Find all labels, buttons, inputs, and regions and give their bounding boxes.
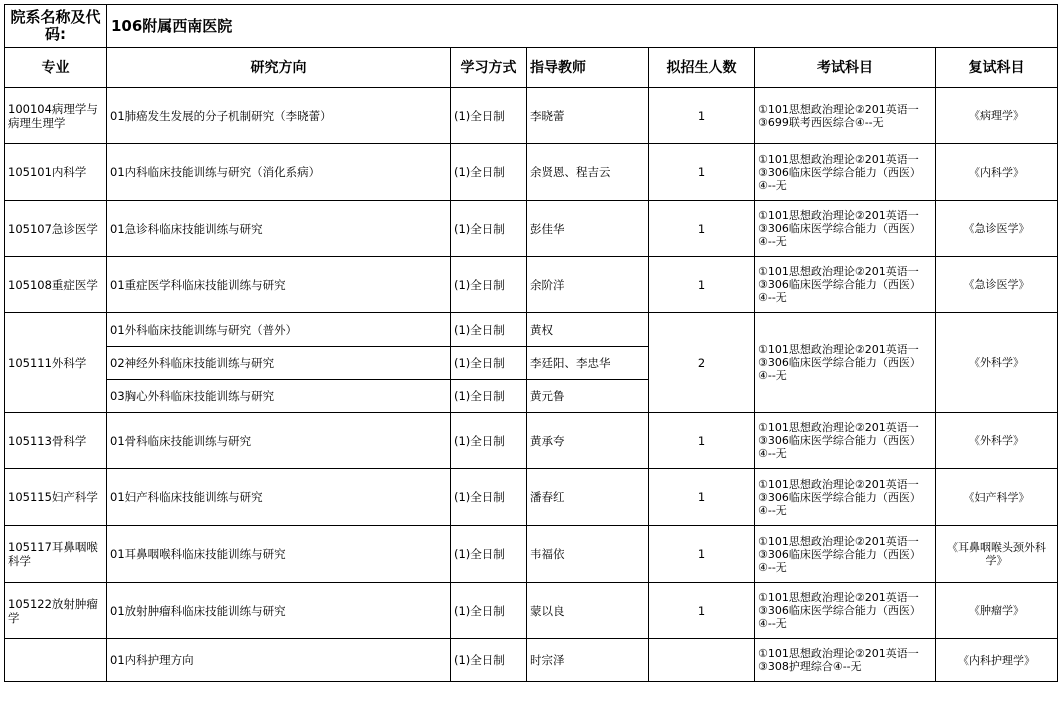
retest-cell: 《耳鼻咽喉头颈外科学》	[936, 526, 1058, 583]
mode-cell: (1)全日制	[451, 347, 527, 380]
direction-cell: 01放射肿瘤科临床技能训练与研究	[107, 583, 451, 639]
col-major: 专业	[5, 48, 107, 88]
department-label: 院系名称及代码:	[5, 5, 107, 48]
mode-cell: (1)全日制	[451, 144, 527, 201]
quota-cell	[649, 639, 755, 682]
major-cell: 105117耳鼻咽喉科学	[5, 526, 107, 583]
retest-cell: 《急诊医学》	[936, 257, 1058, 313]
retest-cell: 《内科护理学》	[936, 639, 1058, 682]
direction-cell: 01骨科临床技能训练与研究	[107, 413, 451, 469]
quota-cell: 1	[649, 257, 755, 313]
mode-cell: (1)全日制	[451, 257, 527, 313]
direction-cell: 01内科临床技能训练与研究（消化系病）	[107, 144, 451, 201]
direction-cell: 01肺癌发生发展的分子机制研究（李晓蕾）	[107, 88, 451, 144]
retest-cell: 《病理学》	[936, 88, 1058, 144]
quota-cell: 1	[649, 413, 755, 469]
table-row	[5, 88, 1058, 144]
mode-cell: (1)全日制	[451, 413, 527, 469]
direction-cell: 01妇产科临床技能训练与研究	[107, 469, 451, 526]
mode-cell: (1)全日制	[451, 469, 527, 526]
direction-cell: 01内科护理方向	[107, 639, 451, 682]
retest-cell: 《急诊医学》	[936, 201, 1058, 257]
exam-cell: ①101思想政治理论②201英语一③306临床医学综合能力（西医）④--无	[755, 201, 936, 257]
advisor-cell: 余贤恩、程吉云	[527, 144, 649, 201]
retest-cell: 《内科学》	[936, 144, 1058, 201]
mode-cell: (1)全日制	[451, 313, 527, 347]
mode-cell: (1)全日制	[451, 639, 527, 682]
advisor-cell: 彭佳华	[527, 201, 649, 257]
advisor-cell: 蒙以良	[527, 583, 649, 639]
mode-cell: (1)全日制	[451, 88, 527, 144]
table-row	[5, 313, 1058, 347]
advisor-cell: 潘春红	[527, 469, 649, 526]
quota-cell: 1	[649, 526, 755, 583]
exam-cell: ①101思想政治理论②201英语一③306临床医学综合能力（西医）④--无	[755, 469, 936, 526]
table-row	[5, 469, 1058, 526]
table-row	[5, 639, 1058, 682]
exam-cell: ①101思想政治理论②201英语一③306临床医学综合能力（西医）④--无	[755, 583, 936, 639]
direction-cell: 01耳鼻咽喉科临床技能训练与研究	[107, 526, 451, 583]
advisor-cell: 时宗泽	[527, 639, 649, 682]
col-mode: 学习方式	[451, 48, 527, 88]
department-row	[5, 5, 1058, 48]
table-row	[5, 257, 1058, 313]
advisor-cell: 李廷阳、李忠华	[527, 347, 649, 380]
direction-cell: 02神经外科临床技能训练与研究	[107, 347, 451, 380]
direction-cell: 01外科临床技能训练与研究（普外）	[107, 313, 451, 347]
major-cell: 100104病理学与病理生理学	[5, 88, 107, 144]
quota-cell: 1	[649, 88, 755, 144]
mode-cell: (1)全日制	[451, 526, 527, 583]
major-cell: 105122放射肿瘤学	[5, 583, 107, 639]
major-cell: 105107急诊医学	[5, 201, 107, 257]
table-row	[5, 526, 1058, 583]
col-retest: 复试科目	[936, 48, 1058, 88]
mode-cell: (1)全日制	[451, 380, 527, 413]
department-value: 106附属西南医院	[107, 5, 1058, 48]
retest-cell: 《外科学》	[936, 313, 1058, 413]
column-header-row	[5, 48, 1058, 88]
table-row	[5, 144, 1058, 201]
col-advisor: 指导教师	[527, 48, 649, 88]
direction-cell: 03胸心外科临床技能训练与研究	[107, 380, 451, 413]
exam-cell: ①101思想政治理论②201英语一③699联考西医综合④--无	[755, 88, 936, 144]
direction-cell: 01重症医学科临床技能训练与研究	[107, 257, 451, 313]
table-row	[5, 583, 1058, 639]
advisor-cell: 韦福依	[527, 526, 649, 583]
exam-cell: ①101思想政治理论②201英语一③306临床医学综合能力（西医）④--无	[755, 526, 936, 583]
advisor-cell: 黄元鲁	[527, 380, 649, 413]
quota-cell: 2	[649, 313, 755, 413]
quota-cell: 1	[649, 469, 755, 526]
table-row	[5, 413, 1058, 469]
exam-cell: ①101思想政治理论②201英语一③308护理综合④--无	[755, 639, 936, 682]
quota-cell: 1	[649, 201, 755, 257]
retest-cell: 《妇产科学》	[936, 469, 1058, 526]
direction-cell: 01急诊科临床技能训练与研究	[107, 201, 451, 257]
mode-cell: (1)全日制	[451, 583, 527, 639]
advisor-cell: 黄权	[527, 313, 649, 347]
table-row	[5, 201, 1058, 257]
exam-cell: ①101思想政治理论②201英语一③306临床医学综合能力（西医）④--无	[755, 413, 936, 469]
col-direction: 研究方向	[107, 48, 451, 88]
quota-cell: 1	[649, 583, 755, 639]
major-cell	[5, 639, 107, 682]
major-cell: 105111外科学	[5, 313, 107, 413]
retest-cell: 《肿瘤学》	[936, 583, 1058, 639]
advisor-cell: 余阶洋	[527, 257, 649, 313]
major-cell: 105101内科学	[5, 144, 107, 201]
exam-cell: ①101思想政治理论②201英语一③306临床医学综合能力（西医）④--无	[755, 257, 936, 313]
major-cell: 105113骨科学	[5, 413, 107, 469]
mode-cell: (1)全日制	[451, 201, 527, 257]
col-exam: 考试科目	[755, 48, 936, 88]
major-cell: 105115妇产科学	[5, 469, 107, 526]
exam-cell: ①101思想政治理论②201英语一③306临床医学综合能力（西医）④--无	[755, 313, 936, 413]
advisor-cell: 李晓蕾	[527, 88, 649, 144]
retest-cell: 《外科学》	[936, 413, 1058, 469]
quota-cell: 1	[649, 144, 755, 201]
major-cell: 105108重症医学	[5, 257, 107, 313]
advisor-cell: 黄承夸	[527, 413, 649, 469]
enrollment-table	[4, 4, 1058, 682]
exam-cell: ①101思想政治理论②201英语一③306临床医学综合能力（西医）④--无	[755, 144, 936, 201]
col-quota: 拟招生人数	[649, 48, 755, 88]
